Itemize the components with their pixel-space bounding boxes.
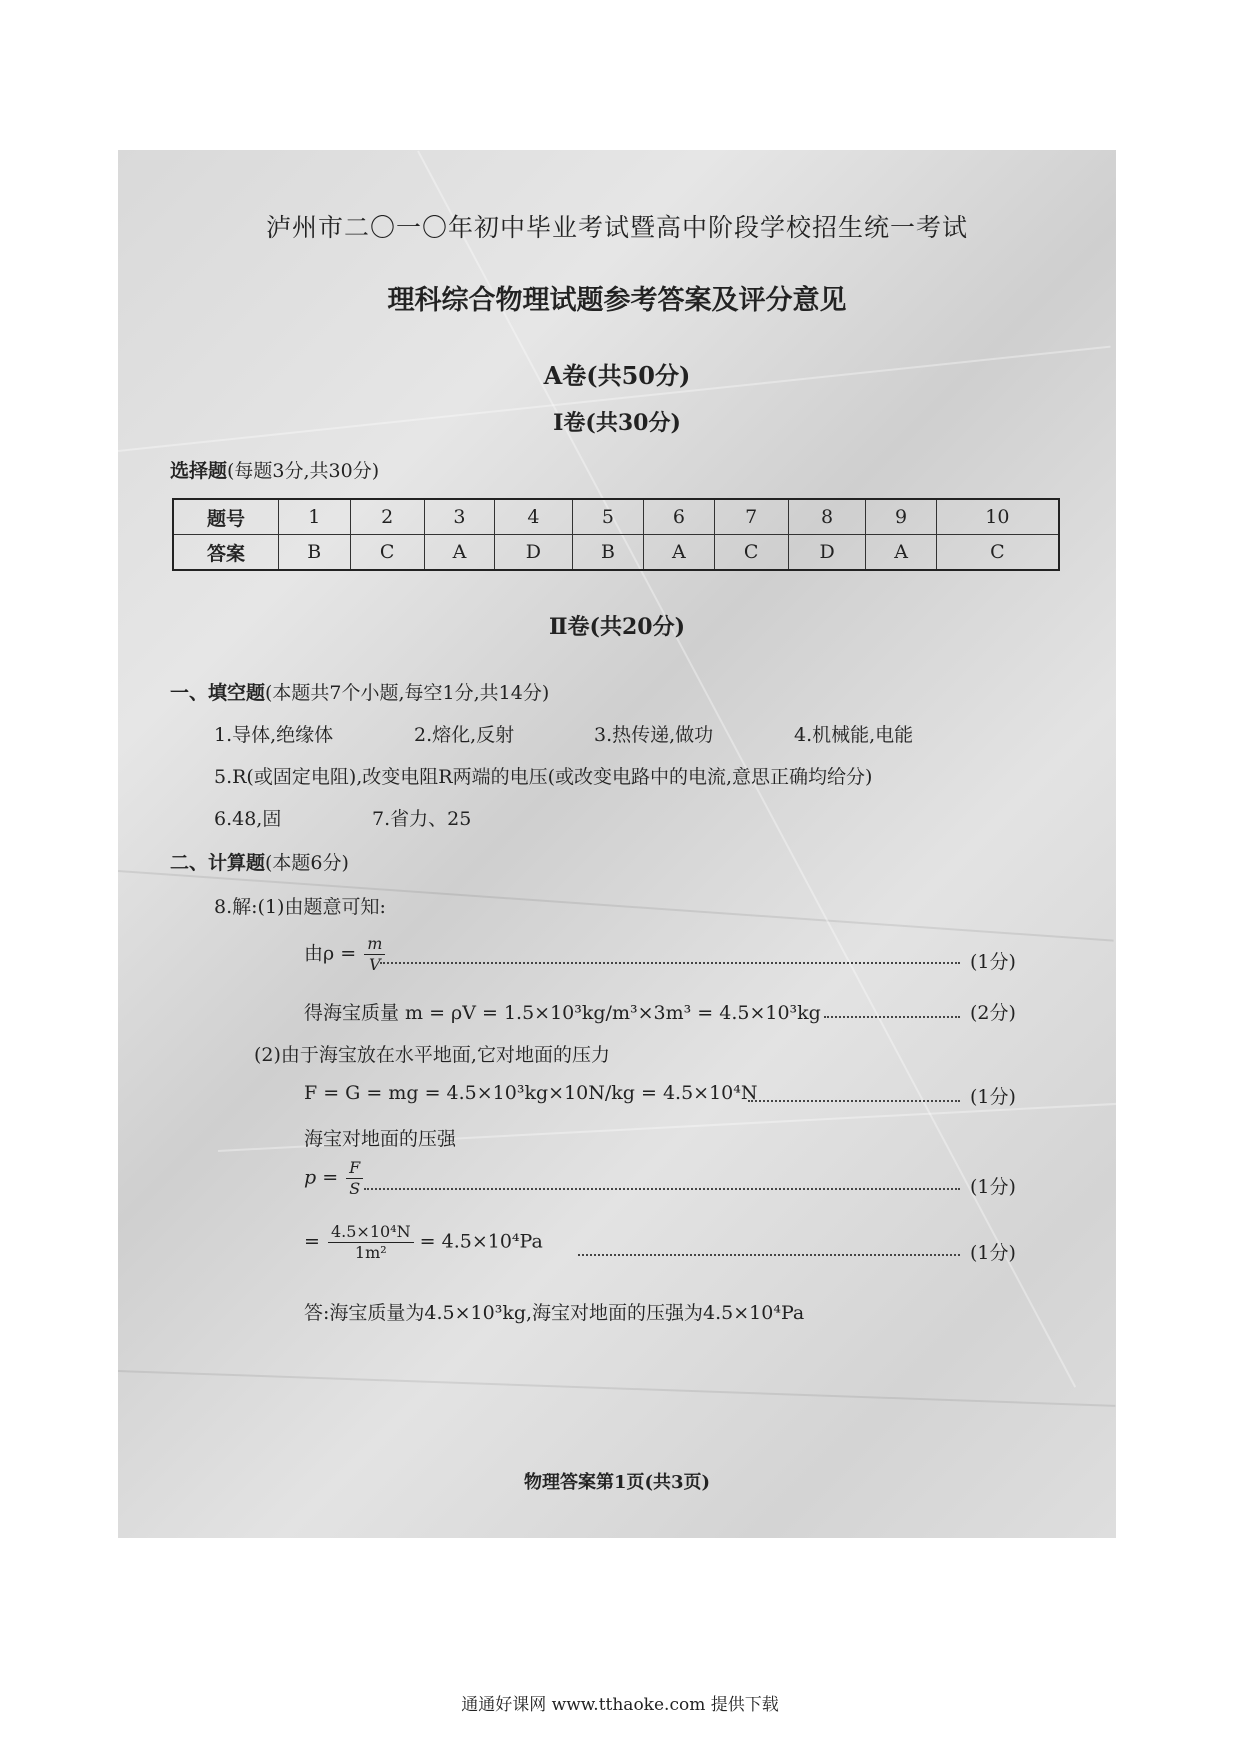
- table-cell: 1: [279, 499, 351, 535]
- dot-leader: [380, 962, 960, 964]
- dot-leader: [578, 1254, 960, 1256]
- fraction: [328, 1222, 414, 1263]
- answer-table: [172, 498, 1060, 571]
- part-1-heading: Ⅰ卷(共30分): [553, 410, 681, 436]
- table-cell: A: [644, 535, 714, 571]
- fill-answer-6: 6.48,固: [214, 808, 282, 830]
- volume-a-heading: A卷(共50分): [543, 361, 691, 390]
- table-cell: D: [788, 535, 866, 571]
- table-row-numbers: [173, 499, 1059, 535]
- calc-intro: 8.解:(1)由题意可知:: [214, 896, 386, 918]
- table-cell: 9: [866, 499, 936, 535]
- dot-leader: [824, 1016, 960, 1018]
- density-formula: [304, 934, 385, 975]
- formula-prefix: =: [304, 1230, 320, 1253]
- denominator: S: [349, 1179, 361, 1198]
- exam-paper: [118, 150, 1116, 1538]
- table-row-answers: [173, 535, 1059, 571]
- table-cell: C: [936, 535, 1059, 571]
- numerator: m: [364, 934, 385, 955]
- fill-answer-1: 1.导体,绝缘体: [214, 724, 334, 746]
- calc-section-heading: [170, 848, 349, 875]
- formula-prefix: 由ρ =: [304, 942, 357, 965]
- table-cell: B: [279, 535, 351, 571]
- table-cell: 7: [714, 499, 788, 535]
- denominator: 1m²: [354, 1243, 387, 1262]
- table-cell: 10: [936, 499, 1059, 535]
- table-cell: D: [495, 535, 573, 571]
- table-cell: C: [350, 535, 424, 571]
- final-answer: 答:海宝质量为4.5×10³kg,海宝对地面的压强为4.5×10⁴Pa: [304, 1302, 805, 1324]
- table-cell: 8: [788, 499, 866, 535]
- score: (1分): [970, 951, 1016, 973]
- fraction: [346, 1158, 363, 1199]
- site-footer: 通通好课网 www.tthaoke.com 提供下载: [461, 1695, 779, 1715]
- fill-answer-5: 5.R(或固定电阻),改变电阻R两端的电压(或改变电路中的电流,意思正确均给分): [214, 766, 873, 788]
- pressure-label: 海宝对地面的压强: [304, 1128, 457, 1150]
- table-cell: B: [572, 535, 644, 571]
- table-cell: 3: [424, 499, 494, 535]
- table-cell: C: [714, 535, 788, 571]
- denominator: V: [368, 955, 381, 974]
- paper-crease: [118, 1370, 1115, 1407]
- calc-section-label: 二、计算题: [170, 852, 266, 874]
- formula-result: = 4.5×10⁴Pa: [419, 1230, 543, 1253]
- table-cell: A: [866, 535, 936, 571]
- table-header-number: 题号: [173, 499, 279, 535]
- pressure-formula: [304, 1158, 363, 1199]
- fill-section-label: 一、填空题: [170, 682, 266, 704]
- table-cell: 6: [644, 499, 714, 535]
- fill-section-heading: [170, 678, 549, 705]
- fraction: [364, 934, 385, 975]
- fill-answer-2: 2.熔化,反射: [414, 724, 515, 746]
- document-title: 理科综合物理试题参考答案及评分意见: [387, 285, 847, 316]
- choice-section-heading: [170, 456, 379, 483]
- fill-answer-7: 7.省力、25: [372, 808, 472, 830]
- fill-section-note: (本题共7个小题,每空1分,共14分): [265, 682, 550, 704]
- exam-title: 泸州市二〇一〇年初中毕业考试暨高中阶段学校招生统一考试: [265, 213, 968, 242]
- page-number: 物理答案第1页(共3页): [523, 1472, 711, 1493]
- table-header-answer: 答案: [173, 535, 279, 571]
- choice-section-note: (每题3分,共30分): [227, 460, 380, 482]
- mass-calculation: 得海宝质量 m = ρV = 1.5×10³kg/m³×3m³ = 4.5×10³kg: [304, 1002, 821, 1024]
- table-cell: 2: [350, 499, 424, 535]
- fill-answer-4: 4.机械能,电能: [794, 724, 914, 746]
- table-cell: A: [424, 535, 494, 571]
- calc-section-note: (本题6分): [265, 852, 349, 874]
- part-2-heading: Ⅱ卷(共20分): [549, 614, 685, 640]
- formula-prefix: p =: [304, 1166, 339, 1189]
- force-calculation: F = G = mg = 4.5×10³kg×10N/kg = 4.5×10⁴N: [304, 1082, 758, 1104]
- score: (1分): [970, 1086, 1016, 1108]
- fill-answer-3: 3.热传递,做功: [594, 724, 714, 746]
- pressure-calculation: [304, 1222, 543, 1263]
- dot-leader: [748, 1100, 960, 1102]
- table-cell: 5: [572, 499, 644, 535]
- table-cell: 4: [495, 499, 573, 535]
- numerator: 4.5×10⁴N: [328, 1222, 414, 1243]
- score: (1分): [970, 1176, 1016, 1198]
- score: (1分): [970, 1242, 1016, 1264]
- calc-step-2: (2)由于海宝放在水平地面,它对地面的压力: [254, 1044, 610, 1066]
- choice-section-label: 选择题: [170, 460, 228, 482]
- dot-leader: [364, 1188, 960, 1190]
- numerator: F: [346, 1158, 363, 1179]
- score: (2分): [970, 1002, 1016, 1024]
